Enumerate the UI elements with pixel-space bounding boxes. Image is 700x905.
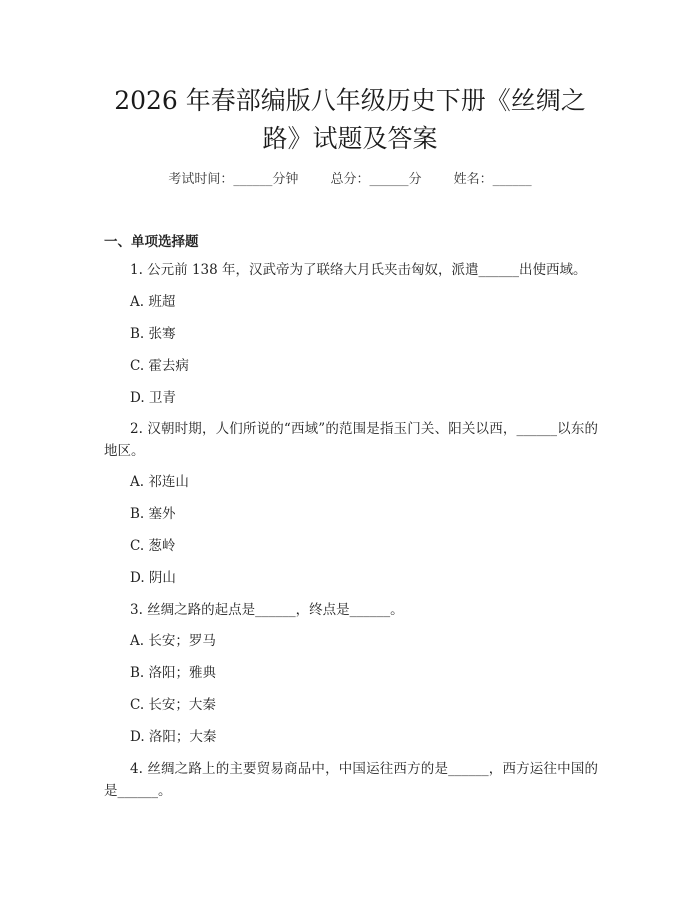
- question-2-option-d: D. 阴山: [130, 570, 176, 586]
- question-3-option-a: A. 长安；罗马: [130, 633, 216, 649]
- section-heading: 一、单项选择题: [104, 234, 199, 250]
- question-1-option-a: A. 班超: [130, 294, 176, 310]
- document-title: [80, 82, 620, 158]
- question-1: 1. 公元前 138 年，汉武帝为了联络大月氏夹击匈奴，派遣______出使西域。: [130, 262, 587, 278]
- question-1-option-c: C. 霍去病: [130, 358, 189, 374]
- exam-time: 考试时间：______分钟: [168, 172, 299, 187]
- question-3-option-d: D. 洛阳；大秦: [130, 729, 217, 745]
- question-2: 2. 汉朝时期，人们所说的“西域”的范围是指玉门关、阳关以西，______以东的地区。: [104, 421, 598, 459]
- question-2-option-b: B. 塞外: [130, 506, 176, 522]
- question-1-option-b: B. 张骞: [130, 326, 176, 342]
- question-3: 3. 丝绸之路的起点是______，终点是______。: [130, 602, 404, 618]
- question-1-option-d: D. 卫青: [130, 390, 176, 406]
- question-2-option-a: A. 祁连山: [130, 474, 189, 490]
- question-4: 4. 丝绸之路上的主要贸易商品中，中国运往西方的是______，西方运往中国的是______。: [104, 761, 598, 799]
- question-3-option-c: C. 长安；大秦: [130, 697, 216, 713]
- title-line-2: 路》试题及答案: [262, 124, 438, 153]
- student-name: 姓名：______: [453, 172, 532, 187]
- title-line-1: 2026 年春部编版八年级历史下册《丝绸之: [114, 86, 586, 115]
- question-3-option-b: B. 洛阳；雅典: [130, 665, 217, 681]
- exam-info: [0, 168, 700, 187]
- question-2-option-c: C. 葱岭: [130, 538, 176, 554]
- exam-score: 总分：______分: [330, 172, 422, 187]
